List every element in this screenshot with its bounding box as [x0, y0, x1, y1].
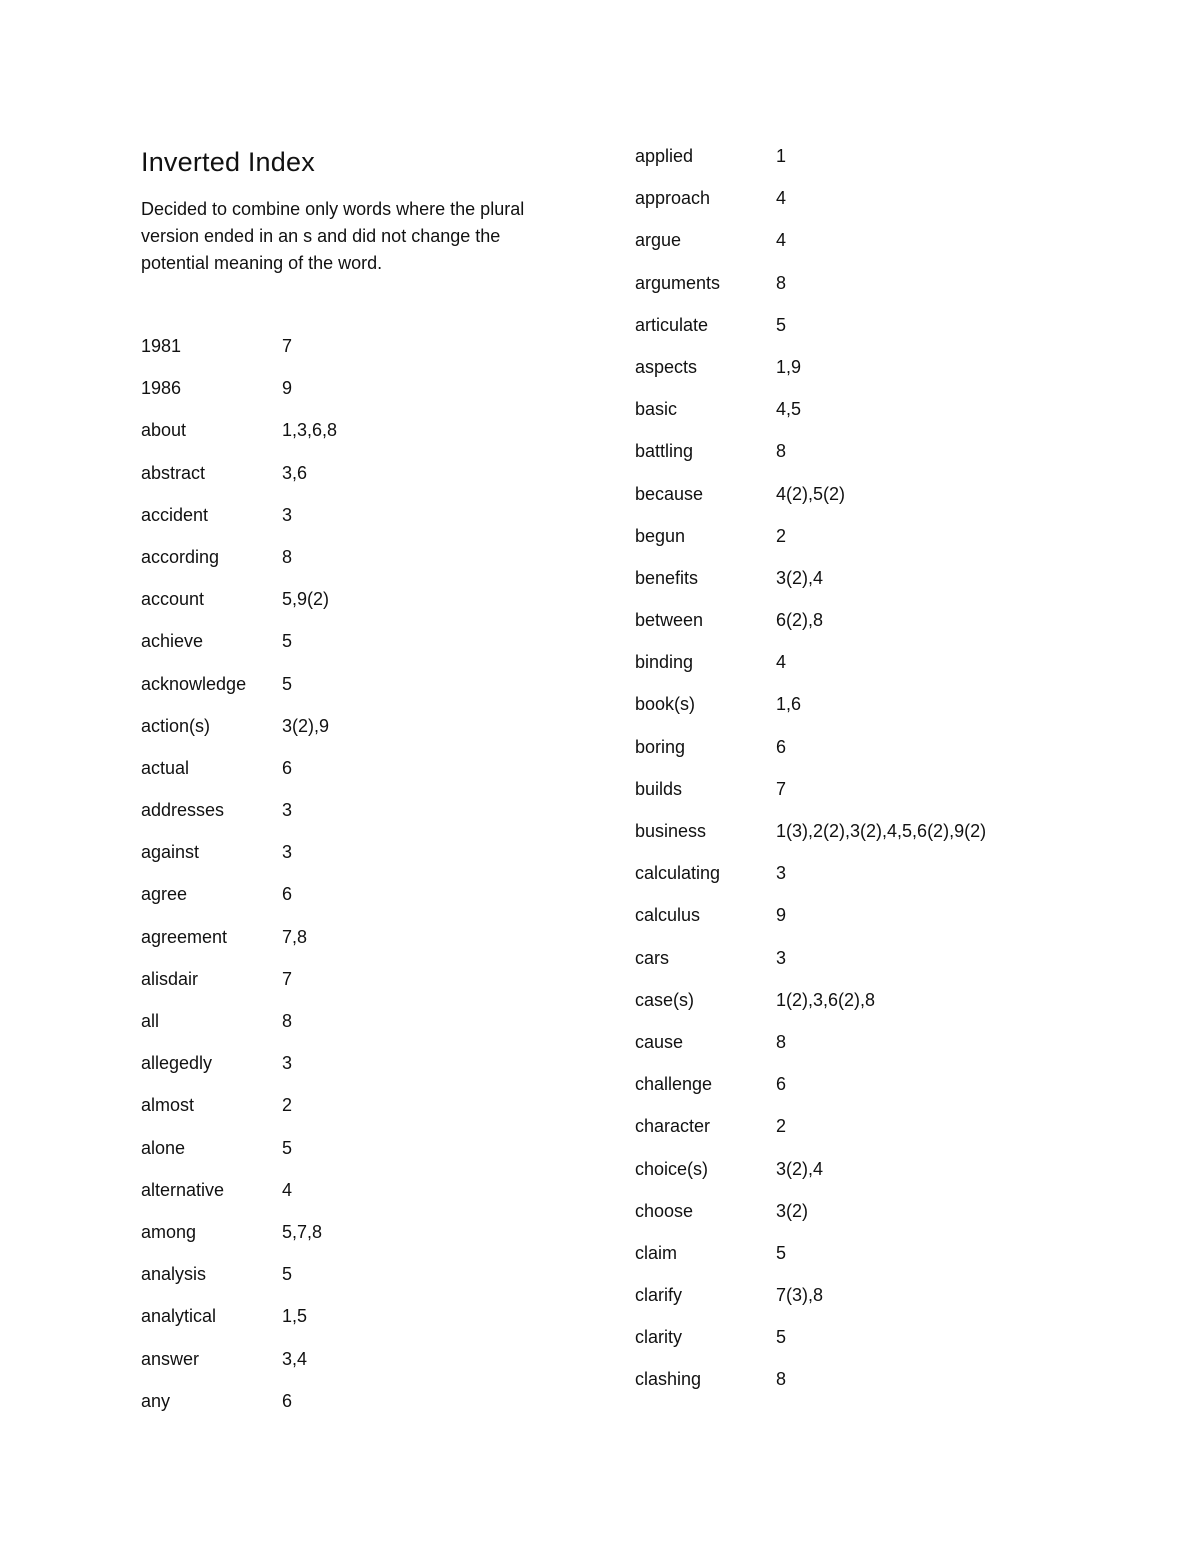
index-entry: [635, 268, 986, 310]
index-word: clarity: [635, 1327, 683, 1348]
index-page-refs: 2: [776, 1116, 787, 1137]
index-page-refs: 6: [282, 1390, 293, 1411]
index-word: between: [635, 610, 704, 631]
index-page-refs: 5: [282, 1264, 293, 1285]
index-word: case(s): [635, 989, 695, 1010]
index-entry: [141, 1386, 337, 1428]
index-entry: [635, 816, 986, 858]
index-page-refs: 4,5: [776, 399, 802, 420]
index-word: because: [635, 483, 704, 504]
index-page-refs: 8: [282, 1011, 293, 1031]
index-entry: [141, 922, 337, 964]
index-entry: [141, 331, 337, 373]
index-page-refs: 8: [776, 1369, 787, 1390]
index-page-refs: 5: [776, 1242, 787, 1263]
index-word: addresses: [141, 800, 225, 821]
index-entry: [141, 837, 337, 879]
index-page-refs: 7: [776, 778, 787, 799]
right-index-list: [635, 141, 986, 1407]
index-entry: [141, 1006, 337, 1048]
index-word: any: [141, 1390, 171, 1411]
index-page-refs: 5: [282, 631, 293, 652]
index-word: character: [635, 1116, 711, 1137]
index-page-refs: 6: [282, 757, 293, 778]
index-entry: [635, 394, 986, 436]
index-page-refs: 3(2),9: [282, 715, 330, 736]
index-word: cause: [635, 1031, 684, 1052]
index-page-refs: 1,5: [282, 1306, 308, 1327]
index-entry: [141, 584, 337, 626]
index-entry: [635, 647, 986, 689]
index-page-refs: 5,9(2): [282, 589, 330, 610]
index-page-refs: 2: [776, 525, 787, 546]
index-entry: [635, 310, 986, 352]
intro-paragraph: Decided to combine only words where the plural version ended in an s and did not change the potential meaning of the word.: [141, 199, 525, 273]
left-column: [141, 142, 581, 1411]
index-page-refs: 1(3),2(2),3(2),4,5,6(2),9(2): [776, 821, 987, 841]
index-entry: [141, 373, 337, 415]
index-word: book(s): [635, 694, 696, 715]
index-entry: [141, 1344, 337, 1386]
index-entry: [141, 542, 337, 584]
index-page-refs: 3: [776, 947, 787, 968]
index-entry: [141, 1048, 337, 1090]
index-word: among: [141, 1221, 197, 1242]
index-entry: [141, 626, 337, 668]
index-entry: [141, 500, 337, 542]
index-word: arguments: [635, 272, 721, 293]
index-page-refs: 5,7,8: [282, 1221, 323, 1242]
index-word: calculating: [635, 863, 721, 884]
index-page-refs: 3: [282, 842, 293, 863]
index-page-refs: 3: [776, 863, 787, 884]
index-word: challenge: [635, 1074, 713, 1095]
index-word: alone: [141, 1137, 186, 1158]
index-word: begun: [635, 525, 686, 546]
index-word: choice(s): [635, 1158, 709, 1179]
index-page-refs: 8: [776, 272, 787, 293]
index-entry: [635, 1280, 986, 1322]
index-entry: [141, 1259, 337, 1301]
index-entry: [141, 795, 337, 837]
index-word: boring: [635, 736, 686, 757]
index-page-refs: 4: [776, 230, 787, 251]
index-page-refs: 6(2),8: [776, 610, 824, 631]
index-entry: [635, 1111, 986, 1153]
index-entry: [635, 1322, 986, 1364]
index-word: almost: [141, 1095, 195, 1116]
index-word: analysis: [141, 1264, 207, 1285]
index-entry: [635, 436, 986, 478]
index-page-refs: 3(2): [776, 1200, 809, 1221]
index-word: all: [141, 1011, 160, 1031]
index-entry: [635, 225, 986, 267]
index-page-refs: 5: [776, 1327, 787, 1348]
index-entry: [635, 774, 986, 816]
index-word: articulate: [635, 314, 709, 335]
index-word: agreement: [141, 926, 228, 947]
index-word: clarify: [635, 1285, 683, 1306]
index-entry: [635, 858, 986, 900]
index-word: builds: [635, 778, 683, 799]
index-entry: [635, 1027, 986, 1069]
index-page-refs: 5: [776, 314, 787, 335]
index-word: clashing: [635, 1369, 702, 1390]
index-word: accident: [141, 504, 209, 525]
index-entry: [635, 1069, 986, 1111]
index-page-refs: 3: [282, 504, 293, 525]
index-word: allegedly: [141, 1053, 213, 1074]
index-entry: [635, 352, 986, 394]
index-page-refs: 4: [776, 652, 787, 673]
index-page-refs: 1(2),3,6(2),8: [776, 989, 876, 1010]
index-word: benefits: [635, 567, 699, 588]
index-word: about: [141, 420, 187, 441]
index-word: business: [635, 821, 707, 841]
index-page-refs: 3: [282, 800, 293, 821]
index-page-refs: 8: [282, 546, 293, 567]
index-page-refs: 6: [776, 1074, 787, 1095]
index-entry: [141, 753, 337, 795]
index-page-refs: 9: [282, 378, 293, 399]
index-entry: [141, 458, 337, 500]
index-word: alisdair: [141, 968, 199, 989]
index-word: binding: [635, 652, 694, 673]
index-word: answer: [141, 1348, 200, 1369]
index-page-refs: 7,8: [282, 926, 308, 947]
index-entry: [635, 732, 986, 774]
index-entry: [141, 1217, 337, 1259]
index-page-refs: 1,6: [776, 694, 802, 715]
index-page-refs: 5: [282, 1137, 293, 1158]
page-title: Inverted Index: [141, 147, 315, 177]
index-word: aspects: [635, 356, 698, 377]
index-page-refs: 1,3,6,8: [282, 420, 338, 441]
index-entry: [141, 669, 337, 711]
index-entry: [635, 479, 986, 521]
index-entry: [635, 943, 986, 985]
index-word: against: [141, 842, 200, 863]
index-entry: [141, 1090, 337, 1132]
index-word: actual: [141, 757, 190, 778]
index-entry: [635, 563, 986, 605]
index-page-refs: 7(3),8: [776, 1285, 824, 1306]
index-word: account: [141, 589, 205, 610]
index-word: basic: [635, 399, 678, 420]
index-page-refs: 2: [282, 1095, 293, 1116]
index-page-refs: 5: [282, 673, 293, 694]
index-entry: [141, 964, 337, 1006]
index-page-refs: 3(2),4: [776, 567, 824, 588]
index-page-refs: 3,4: [282, 1348, 308, 1369]
index-entry: [635, 985, 986, 1027]
index-page-refs: 3: [282, 1053, 293, 1074]
index-word: battling: [635, 441, 694, 462]
index-page-refs: 6: [282, 884, 293, 905]
index-entry: [635, 689, 986, 731]
index-word: alternative: [141, 1179, 225, 1200]
index-page-refs: 7: [282, 336, 293, 356]
index-word: calculus: [635, 905, 701, 926]
index-entry: [635, 141, 986, 183]
index-word: abstract: [141, 462, 206, 483]
index-page-refs: 1: [776, 146, 787, 166]
index-page-refs: 4: [282, 1179, 293, 1200]
index-entry: [141, 879, 337, 921]
index-page-refs: 1,9: [776, 356, 802, 377]
index-word: analytical: [141, 1306, 217, 1327]
index-word: 1986: [141, 378, 182, 399]
index-entry: [635, 521, 986, 563]
index-entry: [141, 415, 337, 457]
index-entry: [635, 1238, 986, 1280]
index-word: argue: [635, 230, 682, 251]
index-word: choose: [635, 1200, 694, 1221]
index-page-refs: 9: [776, 905, 787, 926]
left-index-list: [141, 331, 337, 1428]
index-word: acknowledge: [141, 673, 247, 694]
index-entry: [635, 183, 986, 225]
index-entry: [141, 1175, 337, 1217]
index-word: achieve: [141, 631, 204, 652]
index-word: claim: [635, 1242, 678, 1263]
index-page-refs: 8: [776, 1031, 787, 1052]
index-word: applied: [635, 146, 694, 166]
index-page-refs: 7: [282, 968, 293, 989]
index-word: according: [141, 546, 220, 567]
index-entry: [635, 1154, 986, 1196]
index-page-refs: 3(2),4: [776, 1158, 824, 1179]
index-entry: [141, 1301, 337, 1343]
index-entry: [635, 605, 986, 647]
index-page-refs: 4: [776, 188, 787, 209]
index-page-refs: 6: [776, 736, 787, 757]
index-word: 1981: [141, 336, 182, 356]
index-entry: [141, 1133, 337, 1175]
index-word: cars: [635, 947, 670, 968]
index-page-refs: 4(2),5(2): [776, 483, 846, 504]
index-word: approach: [635, 188, 711, 209]
index-page-refs: 3,6: [282, 462, 308, 483]
index-entry: [635, 1196, 986, 1238]
index-entry: [141, 711, 337, 753]
index-page-refs: 8: [776, 441, 787, 462]
index-word: agree: [141, 884, 188, 905]
index-entry: [635, 900, 986, 942]
index-entry: [635, 1364, 986, 1406]
index-word: action(s): [141, 715, 211, 736]
